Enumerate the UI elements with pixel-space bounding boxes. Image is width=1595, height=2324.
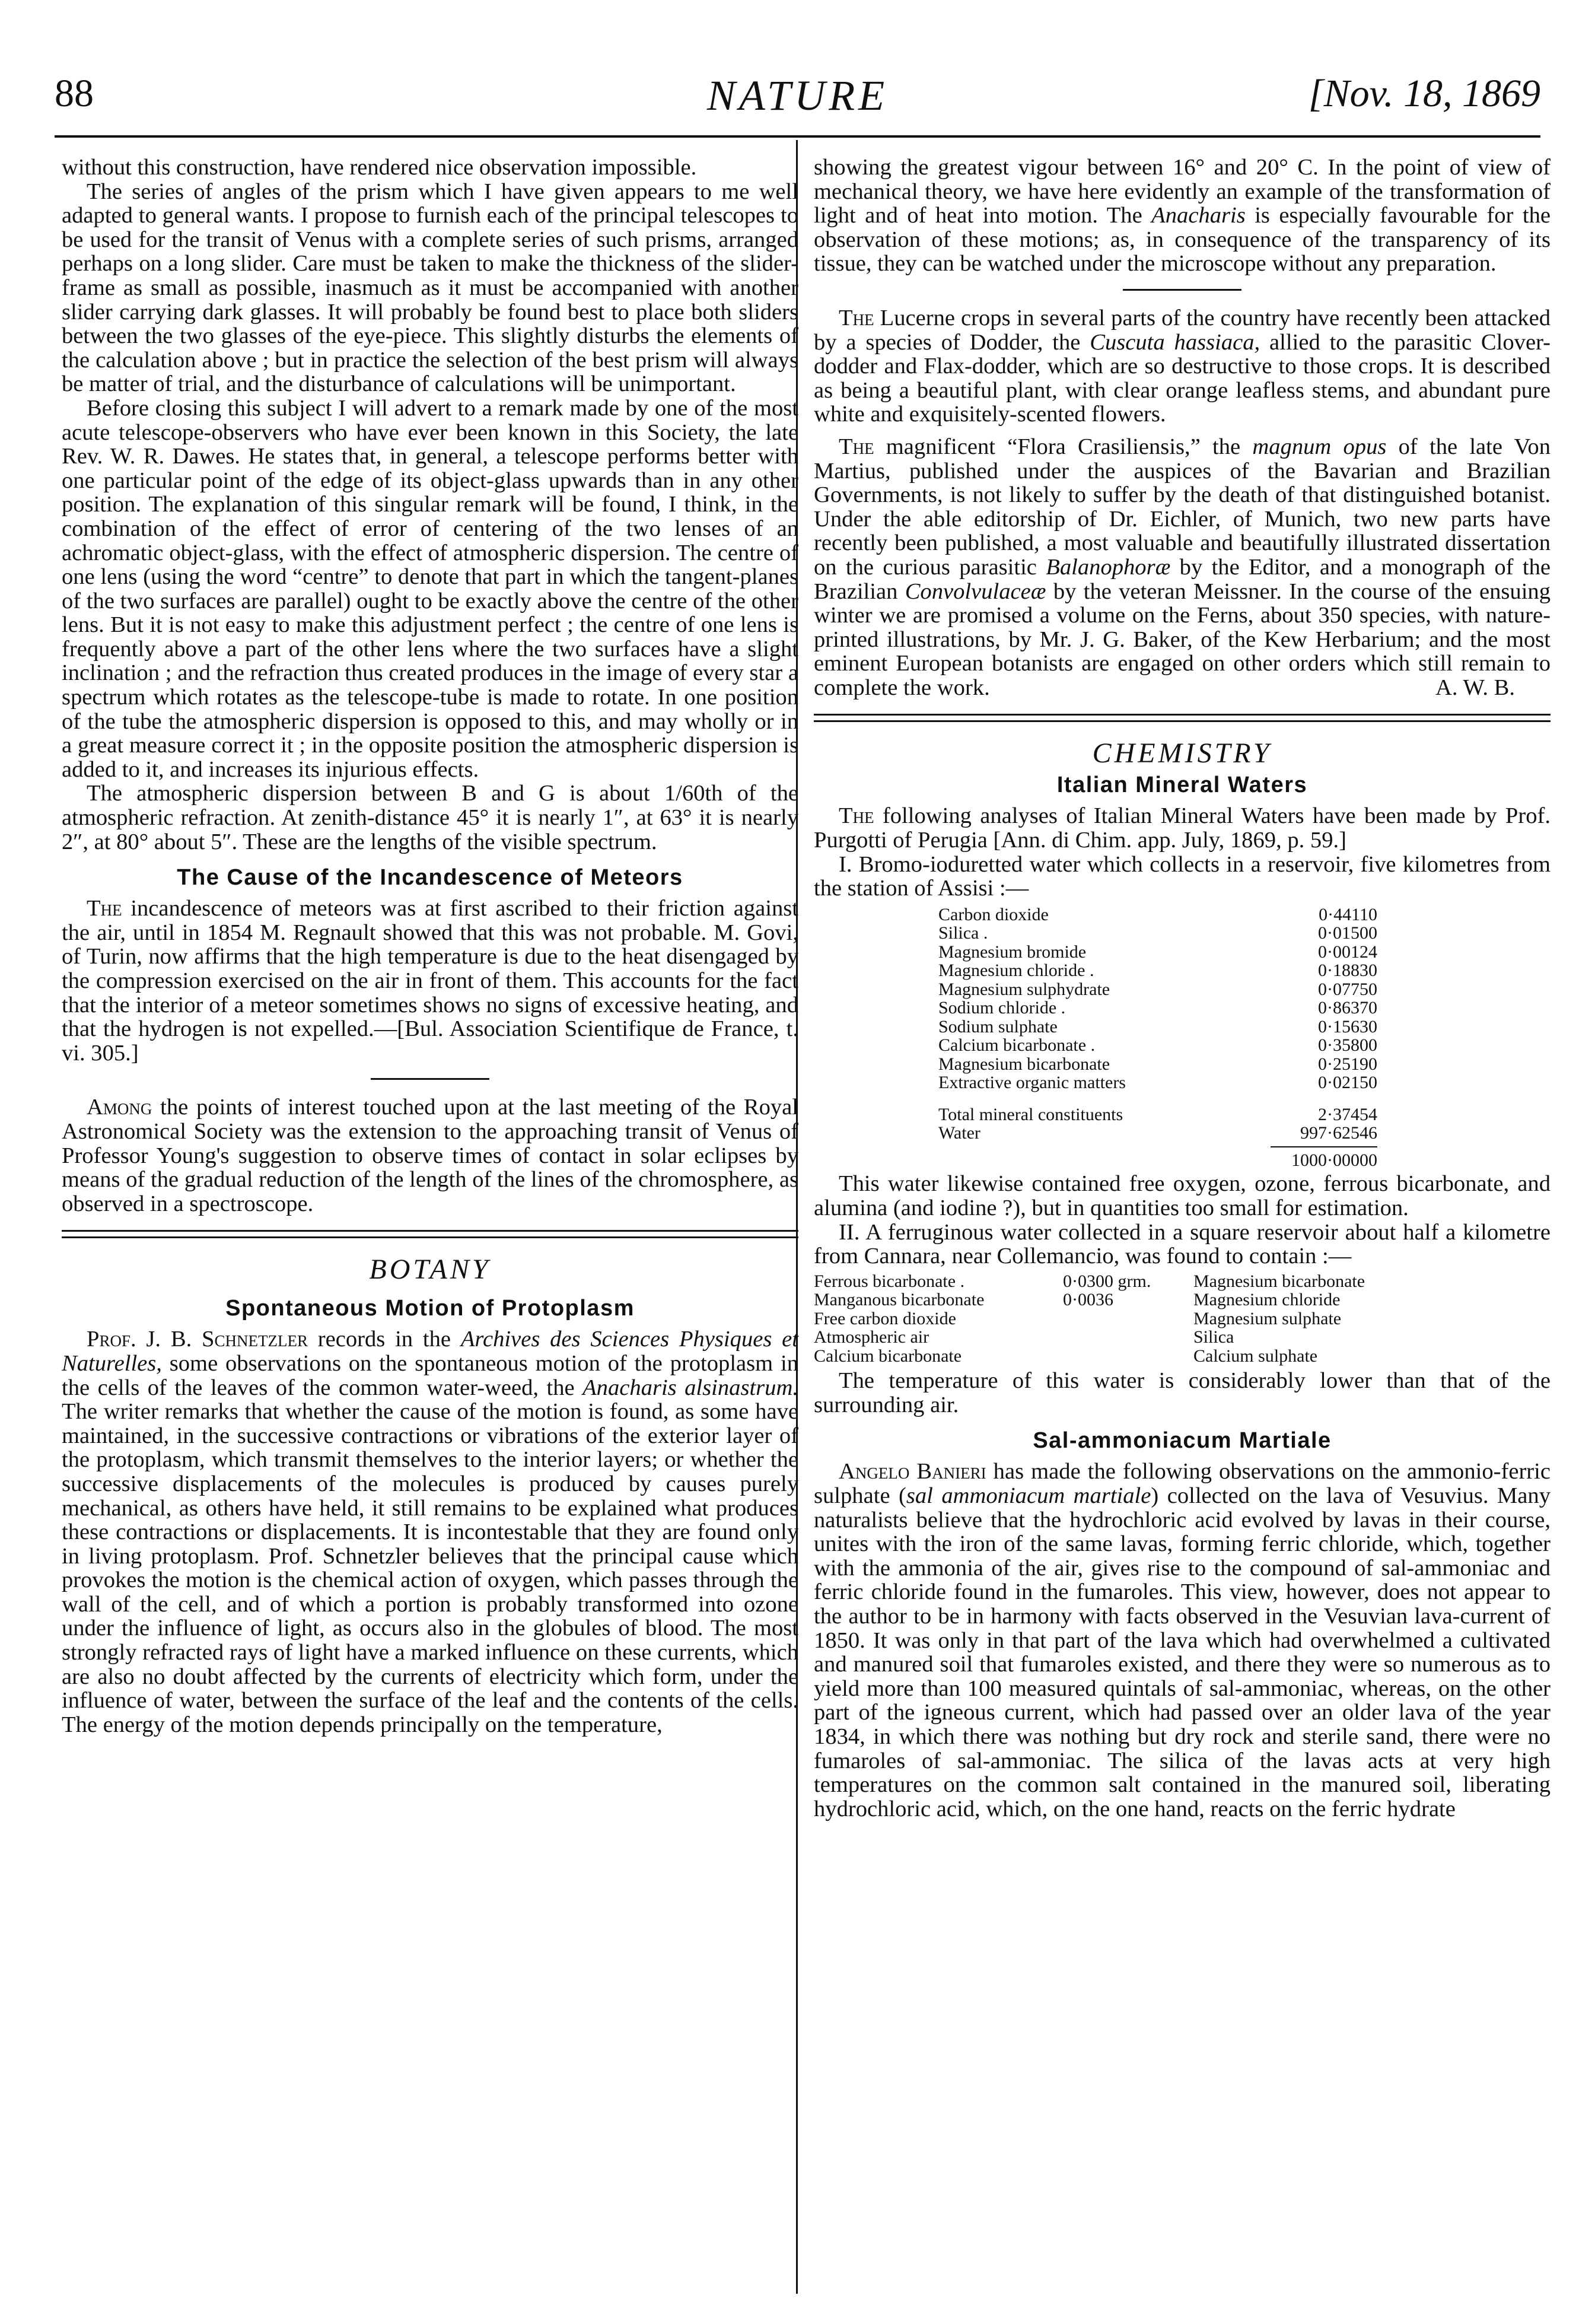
table-cell: Atmospheric air xyxy=(814,1327,929,1347)
text: of the late Von Martius, published under the auspices of the Bavarian and Brazilian Governments, is not likely to suffer by the death of that distinguished botanist. Under the able editorship of Dr. Eichler, of Munich, two new parts have recently been published, a most valuable and beautifully illustrated dissertation on the curious parasitic xyxy=(814,434,1551,580)
chemistry-heading: CHEMISTRY xyxy=(1092,737,1272,770)
row-label: Magnesium sulphydrate xyxy=(938,979,1110,999)
row-value: 0·00124 xyxy=(1318,942,1377,962)
paragraph: The series of angles of the prism which I have given appears to me well adapted to general wants. I propose to furnish each of the principal telescopes to be used for the transit of Venus with a complete series of such prisms, arranged perhaps on a long slider. Care must be taken to make the thickness of the slider-frame as small as possible, inasmuch as it must be accompanied with another slider carrying dark glasses. It will probably be found best to place both sliders between the two glasses of the eye-piece. This slightly disturbs the elements of the calculation above ; but in practice the selection of the best prism will always be matter of trial, and the disturbance of calculations will be unimportant. xyxy=(62,179,798,397)
table-column xyxy=(1193,1272,1526,1366)
row-label: Sodium sulphate xyxy=(938,1016,1058,1037)
double-rule xyxy=(62,1230,798,1238)
double-rule xyxy=(814,714,1551,722)
table-cell xyxy=(1063,1347,1193,1366)
table-cell xyxy=(1063,1328,1193,1347)
analysis-table-one xyxy=(938,905,1377,1170)
row-value: 0·44110 xyxy=(1319,904,1377,924)
botany-heading: BOTANY xyxy=(369,1254,491,1286)
text: allied to the parasitic Clover-dodder and Flax-dodder, which are so destructive to those crops. It is described as being a beautiful plant, with clear orange leafless stems, and abundant pure white and exquisitely-scented flowers. xyxy=(814,329,1551,427)
table-cell: Silica xyxy=(1193,1327,1234,1347)
table-row xyxy=(938,1124,1377,1143)
table-column xyxy=(1063,1272,1193,1366)
table-cell: Ferrous bicarbonate . xyxy=(814,1271,965,1291)
text: the points of interest touched upon at the last meeting of the Royal Astronomical Society was the extension to the approaching transit of Venus of Professor Young's suggestion to observe times of contact in solar eclipses by means of the gradual reduction of the length of the lines of the chromosphere, as observed in a spectroscope. xyxy=(62,1095,798,1216)
species-name: Convolvulaceæ xyxy=(905,578,1046,604)
protoplasm-paragraph xyxy=(62,1327,798,1737)
lucerne-paragraph xyxy=(814,306,1551,427)
row-label: Extractive organic matters xyxy=(938,1073,1126,1093)
text: has made the following observations on the ammonio-ferric sulphate ( xyxy=(814,1459,1551,1508)
row-value: 0·35800 xyxy=(1318,1035,1377,1056)
meteors-paragraph xyxy=(62,896,798,1065)
text: by the veteran Meissner. In the course of the ensuing winter we are promised a volume on the Ferns, about 350 species, with nature-printed illustrations, by Mr. J. G. Baker, of the Kew Herbarium; and the most eminent European botanists are engaged on other orders which still remain to complete the work. xyxy=(814,578,1551,700)
journal-name: Archives des Sciences Physiques et Naturelles, xyxy=(62,1327,798,1376)
table-row xyxy=(938,924,1377,943)
table-row xyxy=(938,999,1377,1018)
lead-word: The xyxy=(839,434,874,459)
analysis-table-two xyxy=(814,1272,1551,1366)
sal-paragraph xyxy=(814,1460,1551,1821)
row-value: 2·37454 xyxy=(1318,1104,1377,1124)
row-value: 0·18830 xyxy=(1318,961,1377,981)
header-rule xyxy=(55,135,1540,138)
lead-word: Among xyxy=(87,1095,152,1120)
species-name: Balanophoræ xyxy=(1046,554,1171,580)
row-value: 997·62546 xyxy=(1300,1123,1377,1143)
flora-paragraph xyxy=(814,435,1551,700)
among-paragraph xyxy=(62,1095,798,1216)
row-value: 0·15630 xyxy=(1318,1016,1377,1037)
text: is especially favourable for the observation of these motions; as, in consequence of the transparency of its tissue, they can be watched under the microscope without any preparation. xyxy=(814,203,1551,276)
row-label: Water xyxy=(938,1123,980,1143)
lead-word: Angelo Banieri xyxy=(839,1459,986,1484)
paragraph: Before closing this subject I will advert to a remark made by one of the most acute telescope-observers who have ever been known in this Society, the late Rev. W. R. Dawes. He states that, in general, a telescope performs better with one particular point of the edge of its object-glass upwards than in any other position. The explanation of this singular remark will be found, I think, in the combination of the effect of error of centering of the two lenses of an achromatic object-glass, with the effect of atmospheric dispersion. The centre of one lens (using the word “centre” to denote that part in which the tangent-planes of the two surfaces are parallel) ought to be exactly above the centre of the other lens. But it is not easy to make this adjustment perfect ; the centre of one lens is frequently above a part of the other lens where the two surfaces have a slight inclination ; and the refraction thus created produces in the image of every star a spectrum which rotates as the telescope-tube is made to rotate. In one position of the tube the atmospheric dispersion is opposed to this, and may wholly or in a great measure correct it ; in the opposite position the atmospheric dispersion is added to it, and increases its injurious effects. xyxy=(62,395,798,782)
table-row xyxy=(938,1073,1377,1092)
table-cell: 0·0036 xyxy=(1063,1290,1113,1310)
table-row xyxy=(938,1055,1377,1074)
table-cell: Magnesium bicarbonate xyxy=(1193,1271,1365,1291)
row-label: Magnesium bromide xyxy=(938,942,1087,962)
row-label: Magnesium bicarbonate xyxy=(938,1054,1110,1074)
latin-term: magnum opus xyxy=(1252,434,1387,459)
lead-word: The xyxy=(839,305,874,330)
table-cell xyxy=(1063,1309,1193,1328)
table-cell: Magnesium chloride xyxy=(1193,1290,1341,1310)
text: following analyses of Italian Mineral Waters have been made by Prof. Purgotti of Perugia [Ann. di Chim. app. July, 1869, p. 59.] xyxy=(814,803,1551,853)
italian-waters-heading: Italian Mineral Waters xyxy=(1056,772,1308,798)
page-number: 88 xyxy=(55,72,94,115)
table-row xyxy=(938,1036,1377,1055)
species-name: Anacharis alsinastrum. xyxy=(582,1375,798,1400)
journal-title: NATURE xyxy=(706,72,889,119)
table-sum: 1000·00000 xyxy=(1271,1146,1377,1170)
row-value: 0·07750 xyxy=(1318,979,1377,999)
row-label: Sodium chloride . xyxy=(938,998,1066,1018)
row-value: 0·25190 xyxy=(1318,1054,1377,1074)
paragraph xyxy=(814,155,1551,276)
table-cell: Magnesium sulphate xyxy=(1193,1308,1342,1328)
table-row xyxy=(938,943,1377,962)
page-header xyxy=(55,71,1540,131)
analysis-two-intro: II. A ferruginous water collected in a square reservoir about half a kilometre from Cannara, near Collemancio, was found to contain :— xyxy=(814,1219,1551,1269)
text: incandescence of meteors was at first ascribed to their friction against the air, until in 1854 M. Regnault showed that this was not probable. M. Govi, of Turin, now affirms that the high temperature is due to the heat disengaged by the compression exercised on the air in front of them. This accounts for the fact that the interior of a meteor sometimes shows no signs of excessive heating, and that the hydrogen is not expelled.—[Bul. Association Scientifique de France, t. vi. 305.] xyxy=(62,896,798,1066)
table-row xyxy=(938,961,1377,980)
row-label: Carbon dioxide xyxy=(938,904,1049,924)
section-rule xyxy=(371,1078,489,1080)
row-label: Total mineral constituents xyxy=(938,1104,1123,1124)
text: The writer remarks that whether the cause of the motion is found, as some have maintained, in the successive contractions or vibrations of the exterior layer of the protoplasm, which transmit themselves to the interior layers; or whether the successive displacements of the molecules is produced by causes purely mechanical, as others have held, it still remains to be explained what produces these contractions or displacements. It is incontestable that they are found only in living protoplasm. Prof. Schnetzler believes that the principal cause which provokes the motion is the chemical action of oxygen, which passes through the wall of the cell, and of which a portion is probably transformed into ozone under the influence of light, as occurs also in the globules of blood. The most strongly refracted rays of light have a marked influence on these currents, which are also no doubt affected by the currents of electricity which form, under the influence of water, between the surface of the leaf and the contents of the cells. The energy of the motion depends principally on the temperature, xyxy=(62,1399,798,1737)
row-value: 0·01500 xyxy=(1318,923,1377,943)
row-value: 0·86370 xyxy=(1318,998,1377,1018)
left-column xyxy=(62,155,798,1737)
protoplasm-heading: Spontaneous Motion of Protoplasm xyxy=(225,1296,635,1321)
row-value: 0·02150 xyxy=(1318,1073,1377,1093)
text: records in the xyxy=(307,1327,461,1352)
table-cell: 0·0300 grm. xyxy=(1063,1271,1151,1291)
text: showing the greatest vigour between 16° and 20° C. In the point of view of mechanical theory, we have here evidently an example of the transformation of light and of heat into motion. The xyxy=(814,155,1551,228)
table-cell: Manganous bicarbonate xyxy=(814,1290,985,1310)
signature: A. W. B. xyxy=(1435,675,1515,700)
row-label: Magnesium chloride . xyxy=(938,961,1094,981)
species-name: Anacharis xyxy=(1151,203,1246,228)
lead-word: The xyxy=(839,803,874,829)
sal-ammoniacum-heading: Sal-ammoniacum Martiale xyxy=(1033,1428,1332,1454)
lead-word: The xyxy=(87,896,122,921)
text: by the Editor, and a monograph of the Brazilian xyxy=(814,554,1551,604)
table-cell: Calcium bicarbonate xyxy=(814,1346,962,1366)
lead-word: Prof. J. B. Schnetzler xyxy=(87,1327,308,1352)
table-cell: Free carbon dioxide xyxy=(814,1308,956,1328)
paragraph: This water likewise contained free oxygen, ozone, ferrous bicarbonate, and alumina (and iodine ?), but in quantities too small for estimation. xyxy=(814,1171,1551,1220)
section-rule xyxy=(1123,289,1241,291)
row-label: Calcium bicarbonate . xyxy=(938,1035,1096,1056)
text: some observations on the spontaneous motion of the protoplasm in the cells of the leaves of the common water-weed, the xyxy=(62,1350,798,1400)
paragraph: without this construction, have rendered nice observation impossible. xyxy=(62,155,697,180)
text: magnificent “Flora Crasiliensis,” the xyxy=(874,434,1253,459)
paragraph: The atmospheric dispersion between B and G is about 1/60th of the atmospheric refraction. At zenith-distance 45° it is nearly 1″, at 63° it is nearly 2″, at 80° about 5″. These are the lengths of the visible spectrum. xyxy=(62,781,798,854)
table-row xyxy=(938,1105,1377,1124)
table-row xyxy=(938,980,1377,999)
analysis-one-intro: I. Bromo-ioduretted water which collects in a reservoir, five kilometres from the station of Assisi :— xyxy=(814,851,1551,901)
text: Lucerne crops in several parts of the country have recently been attacked by a species of Dodder, the xyxy=(814,305,1551,355)
table-cell: Calcium sulphate xyxy=(1193,1346,1318,1366)
paragraph: The temperature of this water is considerably lower than that of the surrounding air. xyxy=(814,1368,1551,1417)
latin-term: sal ammoniacum martiale xyxy=(906,1483,1151,1508)
table-column xyxy=(814,1272,1063,1366)
text: ) collected on the lava of Vesuvius. Many naturalists believe that the hydrochloric acid evolved by lavas in their course, unites with the iron of the same lavas, forming ferric chloride, which, together with the ammonia of the air, gives rise to the compound of sal-ammoniac and ferric chloride found in the fumaroles. This view, however, does not appear to the author to be in harmony with facts observed in the Vesuvian lava-current of 1850. It was only in that part of the lava which had overwhelmed a cultivated and manured soil that fumaroles existed, and there they were so numerous as to yield more than 100 measured quintals of sal-ammoniac, whereas, on the other part of the igneous current, which had passed over an older lava of the year 1834, in which there was nothing but dry rock and sterile sand, there were no fumaroles of sal-ammoniac. The silica of the lavas acts at very high temperatures on the common salt contained in the manured soil, liberating hydrochloric acid, which, on the one hand, reacts on the ferric hydrate xyxy=(814,1483,1551,1821)
species-name: Cuscuta hassiaca, xyxy=(1090,329,1260,355)
issue-date: [Nov. 18, 1869 xyxy=(1308,72,1540,115)
table-row xyxy=(938,1018,1377,1037)
table-row xyxy=(938,905,1377,924)
row-label: Silica . xyxy=(938,923,988,943)
meteors-heading: The Cause of the Incandescence of Meteors xyxy=(177,865,683,891)
italian-paragraph xyxy=(814,804,1551,852)
right-column xyxy=(814,155,1551,1821)
